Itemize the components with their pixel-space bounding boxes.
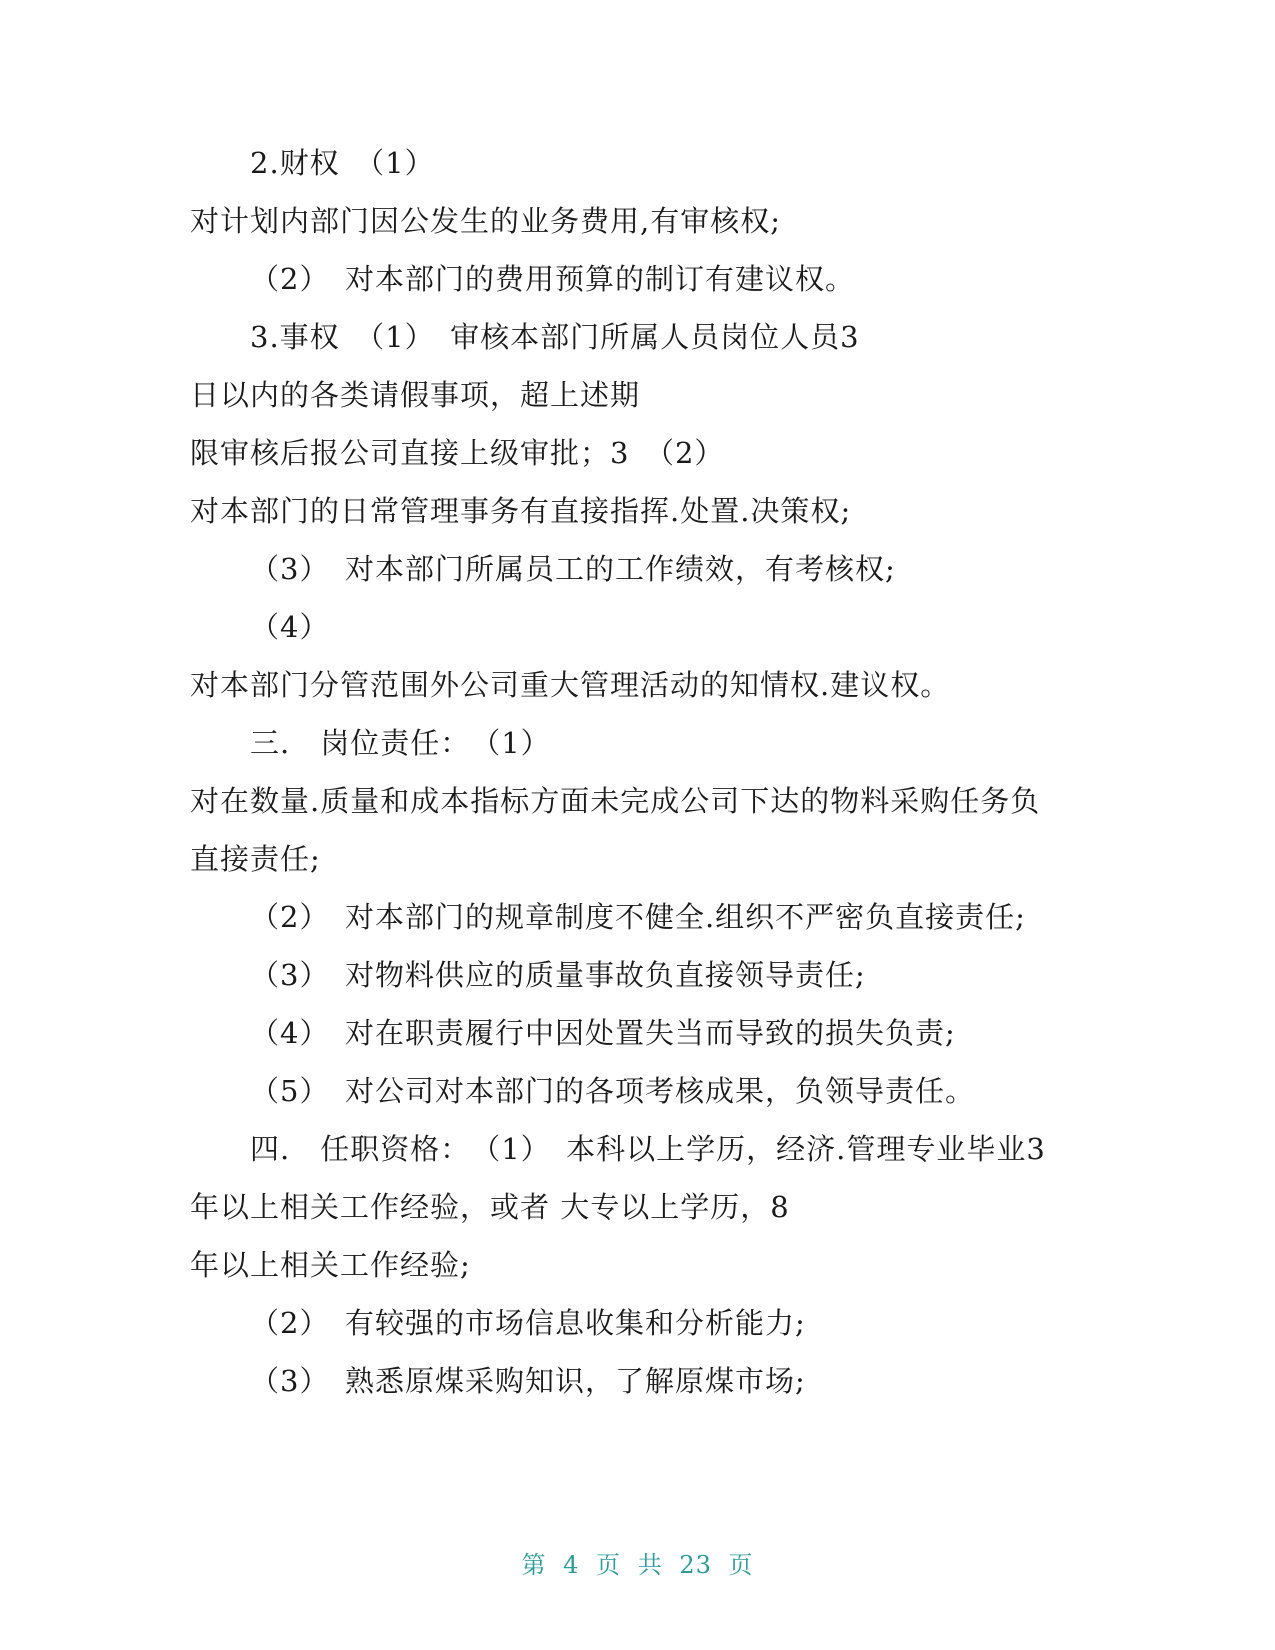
- text-line-18: 四. 任职资格： （1） 本科以上学历，经济.管理专业毕业3: [250, 1132, 1046, 1166]
- text-line-6: 限审核后报公司直接上级审批；3 （2）: [190, 436, 725, 470]
- footer-page-current: 4: [563, 1551, 580, 1579]
- text-line-1: 2.财权 （1）: [250, 146, 435, 180]
- text-line-16: （4） 对在职责履行中因处置失当而导致的损失负责;: [250, 1016, 956, 1050]
- text-line-10: 对本部门分管范围外公司重大管理活动的知情权.建议权。: [190, 668, 951, 702]
- text-line-8: （3） 对本部门所属员工的工作绩效，有考核权;: [250, 552, 896, 586]
- text-line-19: 年以上相关工作经验，或者 大专以上学历，8: [190, 1190, 790, 1224]
- page-footer: [0, 1545, 1275, 1580]
- footer-page-label: 第: [521, 1551, 547, 1579]
- footer-page-unit: 页: [596, 1551, 622, 1579]
- footer-total-unit: 页: [728, 1551, 754, 1579]
- text-line-12: 对在数量.质量和成本指标方面未完成公司下达的物料采购任务负: [190, 784, 1041, 818]
- text-line-5: 日以内的各类请假事项，超上述期: [190, 378, 641, 412]
- text-line-3: （2） 对本部门的费用预算的制订有建议权。: [250, 262, 855, 296]
- text-line-4: 3.事权 （1） 审核本部门所属人员岗位人员3: [250, 320, 860, 354]
- text-line-7: 对本部门的日常管理事务有直接指挥.处置.决策权;: [190, 494, 852, 528]
- text-line-9: （4）: [250, 610, 330, 644]
- text-line-14: （2） 对本部门的规章制度不健全.组织不严密负直接责任;: [250, 900, 1026, 934]
- text-line-21: （2） 有较强的市场信息收集和分析能力;: [250, 1306, 806, 1340]
- text-line-2: 对计划内部门因公发生的业务费用,有审核权;: [190, 204, 781, 238]
- footer-total-label: 共: [637, 1551, 663, 1579]
- footer-page-total: 23: [679, 1551, 712, 1579]
- text-line-17: （5） 对公司对本部门的各项考核成果，负领导责任。: [250, 1074, 975, 1108]
- text-line-22: （3） 熟悉原煤采购知识，了解原煤市场;: [250, 1364, 806, 1398]
- text-line-15: （3） 对物料供应的质量事故负直接领导责任;: [250, 958, 866, 992]
- text-line-20: 年以上相关工作经验;: [190, 1248, 471, 1282]
- text-line-13: 直接责任;: [190, 842, 321, 876]
- text-line-11: 三. 岗位责任： （1）: [250, 726, 551, 760]
